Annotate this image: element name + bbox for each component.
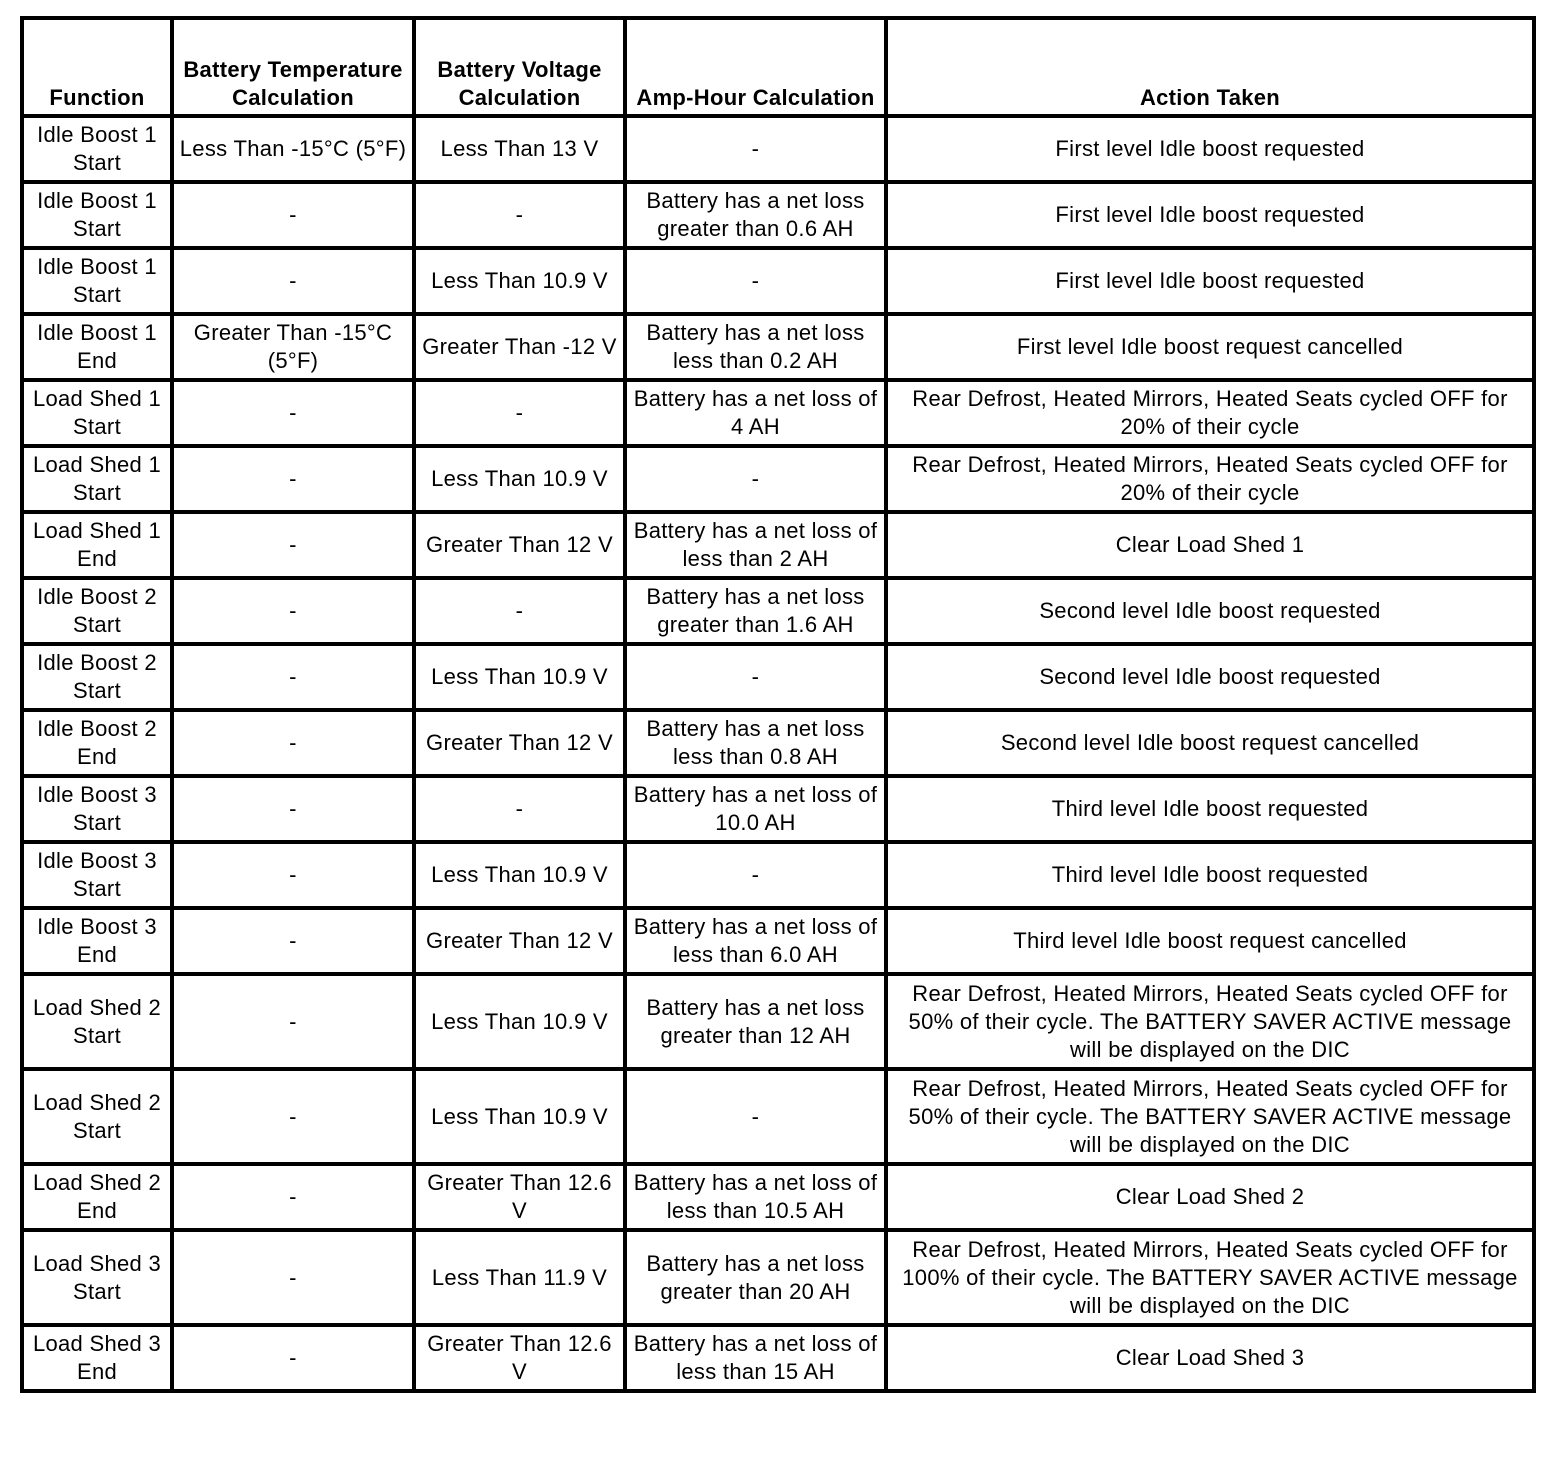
cell-action: First level Idle boost requested bbox=[886, 182, 1534, 248]
cell-function: Load Shed 1 Start bbox=[22, 446, 172, 512]
cell-temperature: - bbox=[172, 512, 414, 578]
cell-amp-hour: Battery has a net loss greater than 20 AH bbox=[625, 1230, 886, 1325]
cell-temperature: - bbox=[172, 1164, 414, 1230]
table-row bbox=[22, 380, 1534, 446]
cell-amp-hour: Battery has a net loss of 4 AH bbox=[625, 380, 886, 446]
table-row bbox=[22, 710, 1534, 776]
cell-voltage: - bbox=[414, 776, 625, 842]
cell-function: Idle Boost 2 Start bbox=[22, 578, 172, 644]
cell-voltage: Greater Than 12 V bbox=[414, 710, 625, 776]
table-row bbox=[22, 974, 1534, 1069]
header-row bbox=[22, 18, 1534, 116]
cell-amp-hour: Battery has a net loss less than 0.2 AH bbox=[625, 314, 886, 380]
cell-action: First level Idle boost requested bbox=[886, 248, 1534, 314]
cell-temperature: - bbox=[172, 1325, 414, 1391]
cell-action: Second level Idle boost requested bbox=[886, 578, 1534, 644]
cell-function: Load Shed 1 End bbox=[22, 512, 172, 578]
battery-management-table bbox=[20, 16, 1536, 1393]
cell-function: Load Shed 3 End bbox=[22, 1325, 172, 1391]
cell-amp-hour: - bbox=[625, 446, 886, 512]
table-row bbox=[22, 1164, 1534, 1230]
cell-amp-hour: Battery has a net loss greater than 1.6 AH bbox=[625, 578, 886, 644]
cell-amp-hour: - bbox=[625, 644, 886, 710]
cell-temperature: - bbox=[172, 380, 414, 446]
cell-function: Load Shed 2 Start bbox=[22, 974, 172, 1069]
cell-amp-hour: Battery has a net loss of less than 6.0 AH bbox=[625, 908, 886, 974]
cell-function: Idle Boost 1 Start bbox=[22, 116, 172, 182]
cell-temperature: - bbox=[172, 1069, 414, 1164]
cell-amp-hour: - bbox=[625, 248, 886, 314]
table-row bbox=[22, 446, 1534, 512]
cell-function: Idle Boost 3 Start bbox=[22, 842, 172, 908]
cell-temperature: Less Than -15°C (5°F) bbox=[172, 116, 414, 182]
header-battery-voltage: Battery Voltage Calculation bbox=[414, 18, 625, 116]
cell-amp-hour: - bbox=[625, 842, 886, 908]
cell-voltage: Greater Than 12.6 V bbox=[414, 1164, 625, 1230]
cell-voltage: Less Than 11.9 V bbox=[414, 1230, 625, 1325]
table-row bbox=[22, 512, 1534, 578]
cell-action: Rear Defrost, Heated Mirrors, Heated Seats cycled OFF for 20% of their cycle bbox=[886, 446, 1534, 512]
cell-amp-hour: Battery has a net loss of less than 15 AH bbox=[625, 1325, 886, 1391]
cell-action: Clear Load Shed 2 bbox=[886, 1164, 1534, 1230]
table-row bbox=[22, 1325, 1534, 1391]
cell-action: Rear Defrost, Heated Mirrors, Heated Seats cycled OFF for 50% of their cycle. The BATTERY SAVER ACTIVE message will be displayed on the DIC bbox=[886, 974, 1534, 1069]
cell-voltage: - bbox=[414, 578, 625, 644]
cell-voltage: Greater Than 12 V bbox=[414, 512, 625, 578]
cell-temperature: - bbox=[172, 644, 414, 710]
table-row bbox=[22, 116, 1534, 182]
table-row bbox=[22, 1230, 1534, 1325]
cell-action: Second level Idle boost request cancelled bbox=[886, 710, 1534, 776]
header-battery-temperature: Battery Temperature Calculation bbox=[172, 18, 414, 116]
cell-voltage: Less Than 10.9 V bbox=[414, 446, 625, 512]
cell-temperature: - bbox=[172, 776, 414, 842]
cell-amp-hour: - bbox=[625, 1069, 886, 1164]
cell-amp-hour: Battery has a net loss of less than 2 AH bbox=[625, 512, 886, 578]
table-row bbox=[22, 842, 1534, 908]
header-amp-hour: Amp-Hour Calculation bbox=[625, 18, 886, 116]
header-function: Function bbox=[22, 18, 172, 116]
cell-function: Idle Boost 1 Start bbox=[22, 248, 172, 314]
cell-temperature: - bbox=[172, 446, 414, 512]
cell-amp-hour: Battery has a net loss of 10.0 AH bbox=[625, 776, 886, 842]
cell-function: Load Shed 3 Start bbox=[22, 1230, 172, 1325]
table-body bbox=[22, 116, 1534, 1391]
cell-function: Load Shed 1 Start bbox=[22, 380, 172, 446]
cell-action: Rear Defrost, Heated Mirrors, Heated Seats cycled OFF for 100% of their cycle. The BATTERY SAVER ACTIVE message will be displayed on the DIC bbox=[886, 1230, 1534, 1325]
cell-action: First level Idle boost request cancelled bbox=[886, 314, 1534, 380]
cell-amp-hour: Battery has a net loss greater than 0.6 AH bbox=[625, 182, 886, 248]
cell-action: Clear Load Shed 3 bbox=[886, 1325, 1534, 1391]
table-row bbox=[22, 1069, 1534, 1164]
cell-temperature: - bbox=[172, 908, 414, 974]
cell-action: Third level Idle boost requested bbox=[886, 776, 1534, 842]
cell-function: Idle Boost 3 Start bbox=[22, 776, 172, 842]
cell-function: Idle Boost 2 Start bbox=[22, 644, 172, 710]
table-row bbox=[22, 776, 1534, 842]
cell-function: Idle Boost 1 Start bbox=[22, 182, 172, 248]
cell-function: Load Shed 2 Start bbox=[22, 1069, 172, 1164]
cell-amp-hour: Battery has a net loss of less than 10.5 AH bbox=[625, 1164, 886, 1230]
table-row bbox=[22, 182, 1534, 248]
cell-function: Idle Boost 2 End bbox=[22, 710, 172, 776]
cell-voltage: - bbox=[414, 380, 625, 446]
cell-function: Idle Boost 1 End bbox=[22, 314, 172, 380]
cell-temperature: - bbox=[172, 578, 414, 644]
cell-voltage: Greater Than 12.6 V bbox=[414, 1325, 625, 1391]
cell-temperature: Greater Than -15°C (5°F) bbox=[172, 314, 414, 380]
cell-action: Clear Load Shed 1 bbox=[886, 512, 1534, 578]
table-row bbox=[22, 644, 1534, 710]
header-action-taken: Action Taken bbox=[886, 18, 1534, 116]
cell-voltage: Less Than 10.9 V bbox=[414, 644, 625, 710]
cell-voltage: Less Than 10.9 V bbox=[414, 248, 625, 314]
cell-temperature: - bbox=[172, 710, 414, 776]
cell-voltage: Greater Than -12 V bbox=[414, 314, 625, 380]
cell-temperature: - bbox=[172, 842, 414, 908]
cell-function: Load Shed 2 End bbox=[22, 1164, 172, 1230]
table-row bbox=[22, 908, 1534, 974]
cell-action: Third level Idle boost requested bbox=[886, 842, 1534, 908]
cell-voltage: Less Than 10.9 V bbox=[414, 1069, 625, 1164]
cell-action: Second level Idle boost requested bbox=[886, 644, 1534, 710]
cell-action: First level Idle boost requested bbox=[886, 116, 1534, 182]
cell-voltage: - bbox=[414, 182, 625, 248]
cell-temperature: - bbox=[172, 248, 414, 314]
cell-temperature: - bbox=[172, 974, 414, 1069]
table-row bbox=[22, 314, 1534, 380]
cell-function: Idle Boost 3 End bbox=[22, 908, 172, 974]
cell-voltage: Less Than 13 V bbox=[414, 116, 625, 182]
table-row bbox=[22, 578, 1534, 644]
cell-temperature: - bbox=[172, 182, 414, 248]
cell-voltage: Less Than 10.9 V bbox=[414, 974, 625, 1069]
cell-action: Rear Defrost, Heated Mirrors, Heated Seats cycled OFF for 50% of their cycle. The BATTERY SAVER ACTIVE message will be displayed on the DIC bbox=[886, 1069, 1534, 1164]
cell-temperature: - bbox=[172, 1230, 414, 1325]
cell-amp-hour: - bbox=[625, 116, 886, 182]
cell-amp-hour: Battery has a net loss less than 0.8 AH bbox=[625, 710, 886, 776]
cell-voltage: Less Than 10.9 V bbox=[414, 842, 625, 908]
cell-action: Third level Idle boost request cancelled bbox=[886, 908, 1534, 974]
cell-voltage: Greater Than 12 V bbox=[414, 908, 625, 974]
table-row bbox=[22, 248, 1534, 314]
cell-amp-hour: Battery has a net loss greater than 12 AH bbox=[625, 974, 886, 1069]
cell-action: Rear Defrost, Heated Mirrors, Heated Seats cycled OFF for 20% of their cycle bbox=[886, 380, 1534, 446]
